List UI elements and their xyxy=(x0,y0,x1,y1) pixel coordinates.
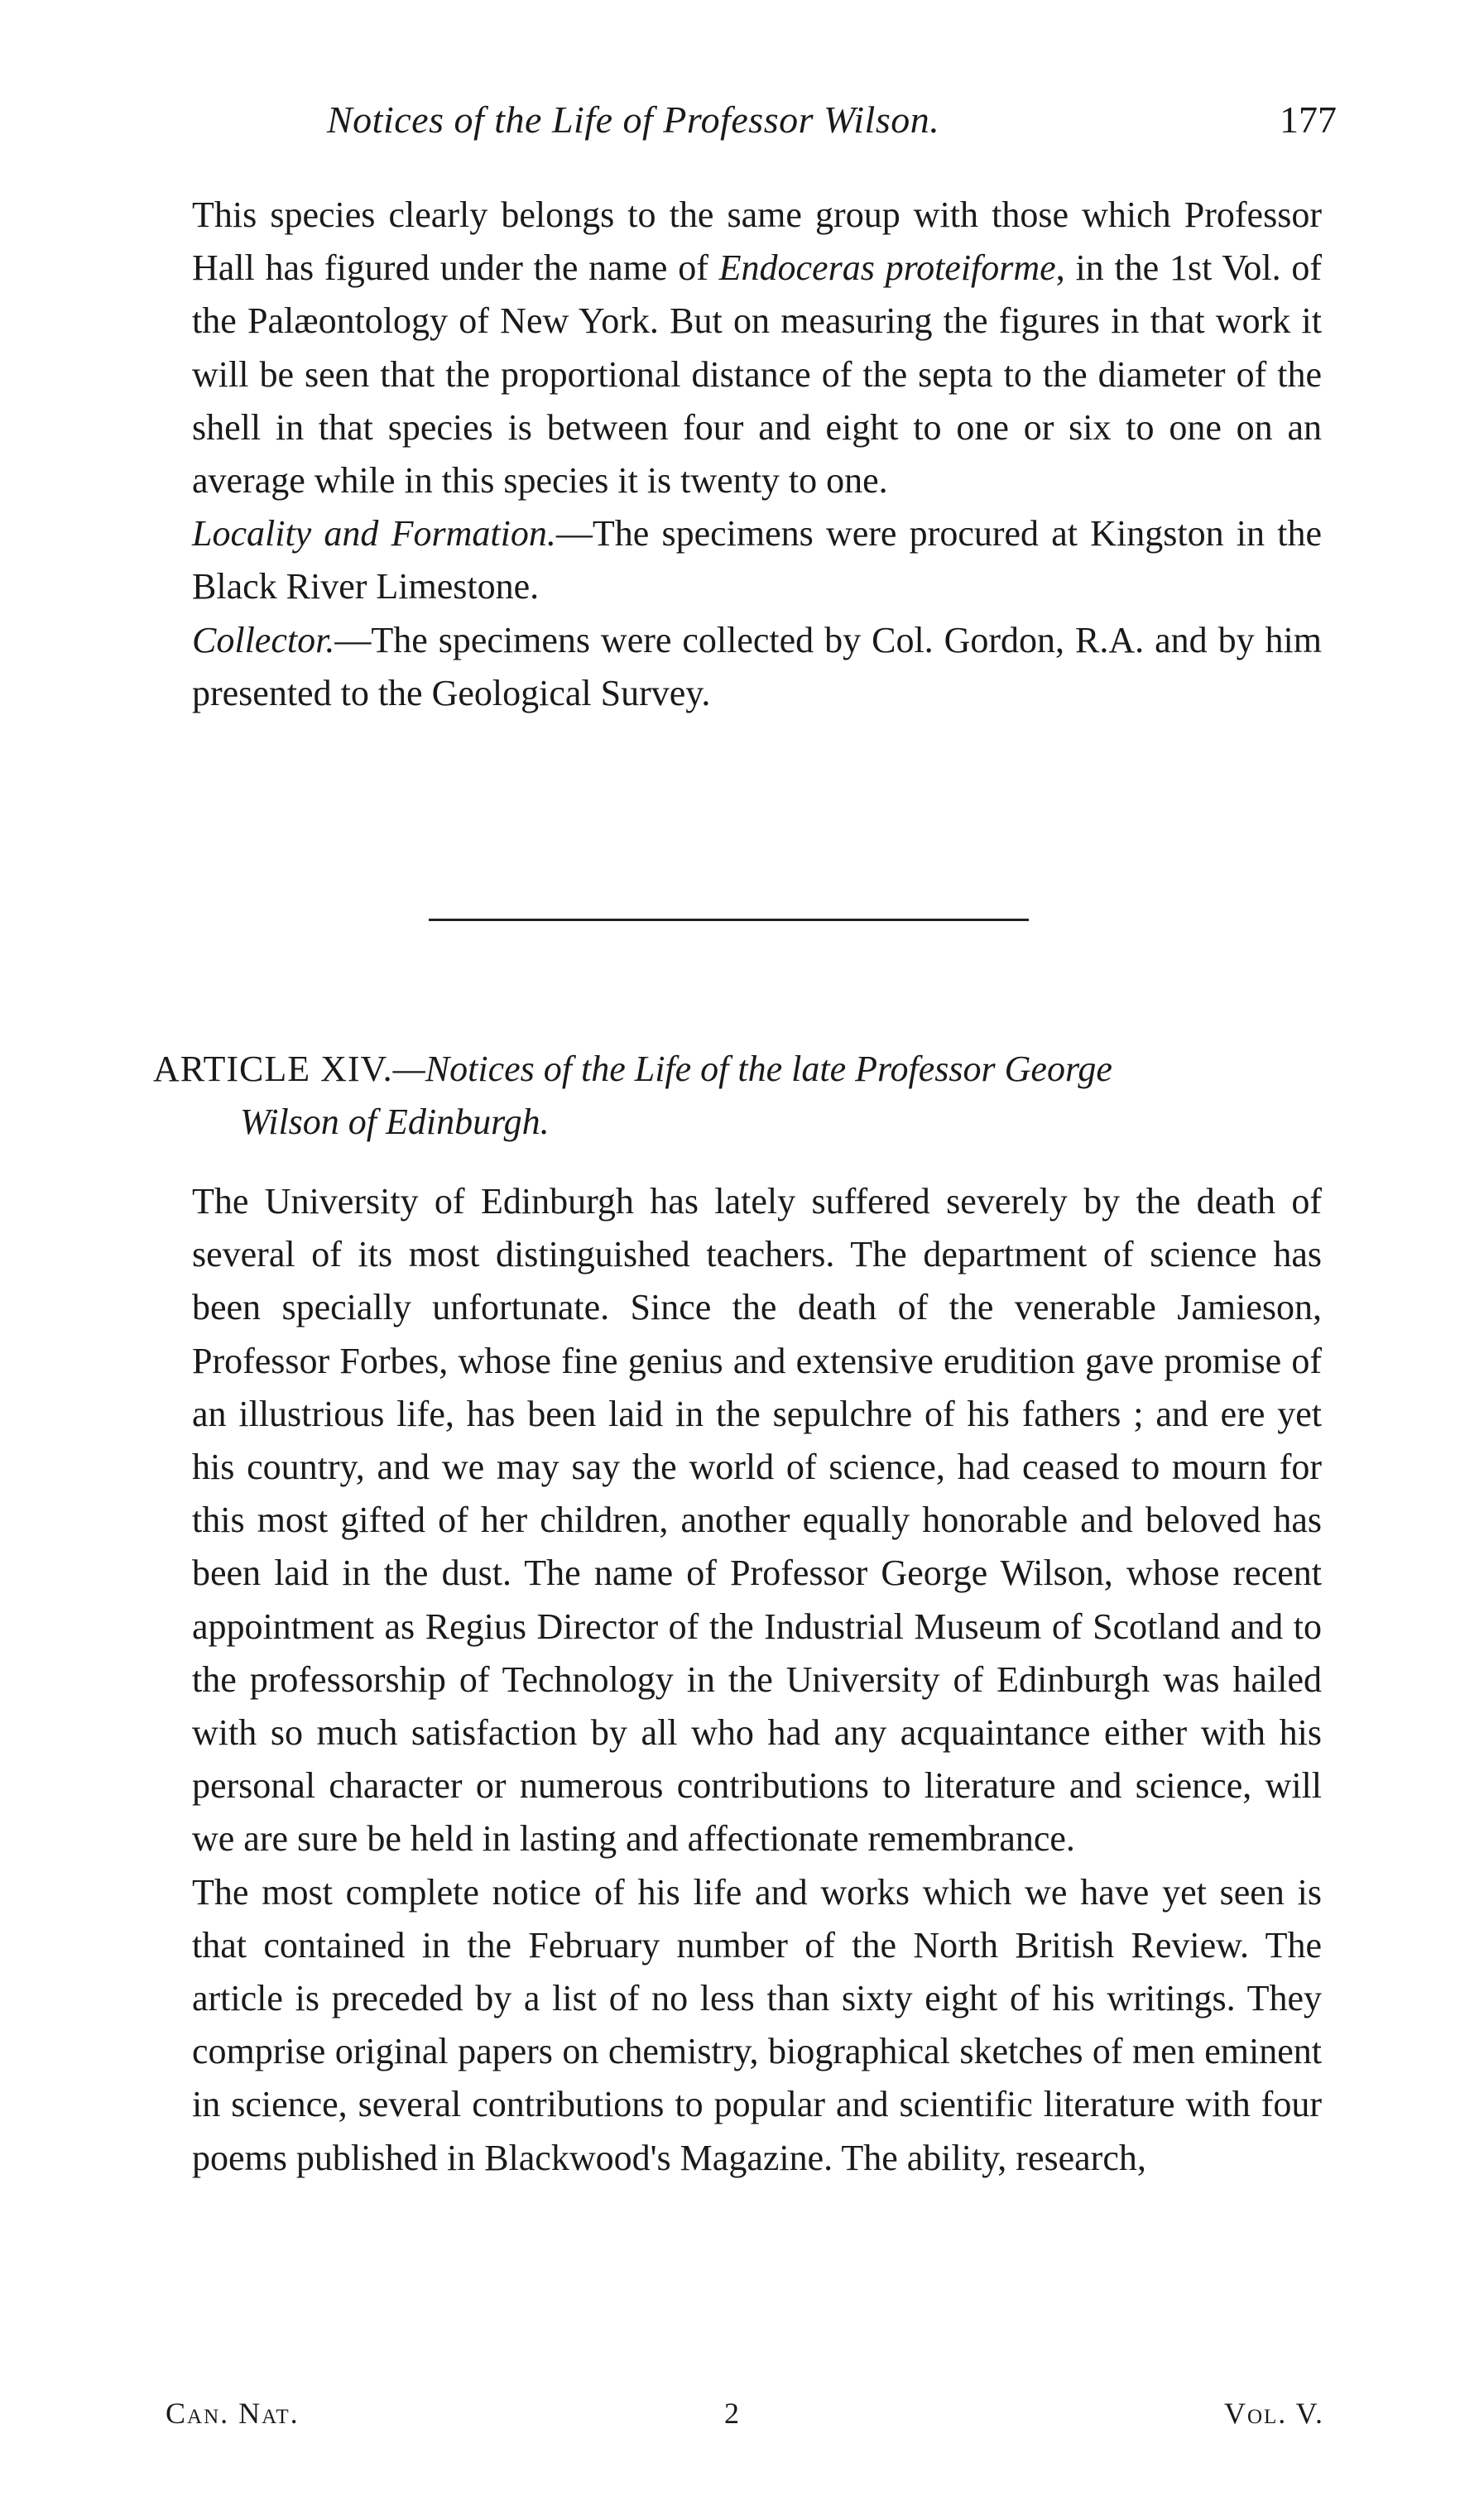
locality-label: Locality and Formation. xyxy=(192,513,556,554)
section-divider xyxy=(429,919,1029,921)
article-paragraph-2: The most complete notice of his life and works which we have yet seen is that contained in the February number of the North British Review. The article is preceded by a list of no less than sixty eight of his writings. They comprise original papers on chemistry, biographical sketches of men eminent in science, several contributions to popular and scientific literature with four poems published in Blackwood's Magazine. The ability, research, xyxy=(192,1871,1322,2178)
page-number: 177 xyxy=(1280,98,1337,141)
species-name: Endoceras proteiforme xyxy=(718,247,1056,289)
article-heading xyxy=(153,1043,1337,1149)
collector-paragraph xyxy=(192,614,1322,720)
paragraph-text: , in the 1st Vol. of the Palæontology of New York. But on measuring the figures in that work it will be seen that the proportional distance of the septa to the diameter of the shell in that species is between four and eight to one or six to one on an average while in this species it is twenty to one. xyxy=(192,247,1322,502)
species-description-block xyxy=(192,189,1322,720)
locality-text: —The specimens were procured at Kingston in the Black River Limestone. xyxy=(192,513,1322,607)
page-footer xyxy=(166,2396,1324,2446)
paragraph-text: This species clearly belongs to the same group with those which Professor Hall has figured under the name of xyxy=(192,194,1322,289)
article-paragraph-1: The University of Edinburgh has lately suffered severely by the death of several of its most distinguished teachers. The department of science has been specially unfortunate. Since the death of the venerable Jamieson, Professor Forbes, whose fine genius and extensive erudition gave promise of an illustrious life, has been laid in the sepulchre of his fathers ; and ere yet his country, and we may say the world of science, had ceased to mourn for this most gifted of her children, another equally honorable and beloved has been laid in the dust. The name of Professor George Wilson, whose recent appointment as Regius Director of the Industrial Museum of Scotland and to the professorship of Technology in the University of Edinburgh was hailed with so much satisfaction by all who had any acquaintance either with his personal character or numerous contributions to literature and science, will we are sure be held in lasting and affectionate remembrance. xyxy=(192,1181,1322,1860)
running-head xyxy=(327,98,1345,156)
article-heading-line1 xyxy=(153,1043,1337,1096)
running-head-title: Notices of the Life of Professor Wilson. xyxy=(327,98,940,141)
collector-text: —The specimens were collected by Col. Gordon, R.A. and by him presented to the Geological Survey. xyxy=(192,619,1322,713)
locality-paragraph xyxy=(192,507,1322,613)
footer-signature: 2 xyxy=(724,2397,741,2430)
collector-label: Collector. xyxy=(192,619,335,660)
species-comparison-paragraph xyxy=(192,189,1322,507)
article-number: ARTICLE XIV. xyxy=(153,1049,393,1089)
footer-journal: Can. Nat. xyxy=(166,2397,300,2430)
article-title-part2: Wilson of Edinburgh. xyxy=(240,1102,550,1142)
article-body xyxy=(192,1175,1322,2185)
article-title-part1: —Notices of the Life of the late Professor George xyxy=(392,1049,1112,1089)
footer-volume: Vol. V. xyxy=(1223,2397,1324,2430)
